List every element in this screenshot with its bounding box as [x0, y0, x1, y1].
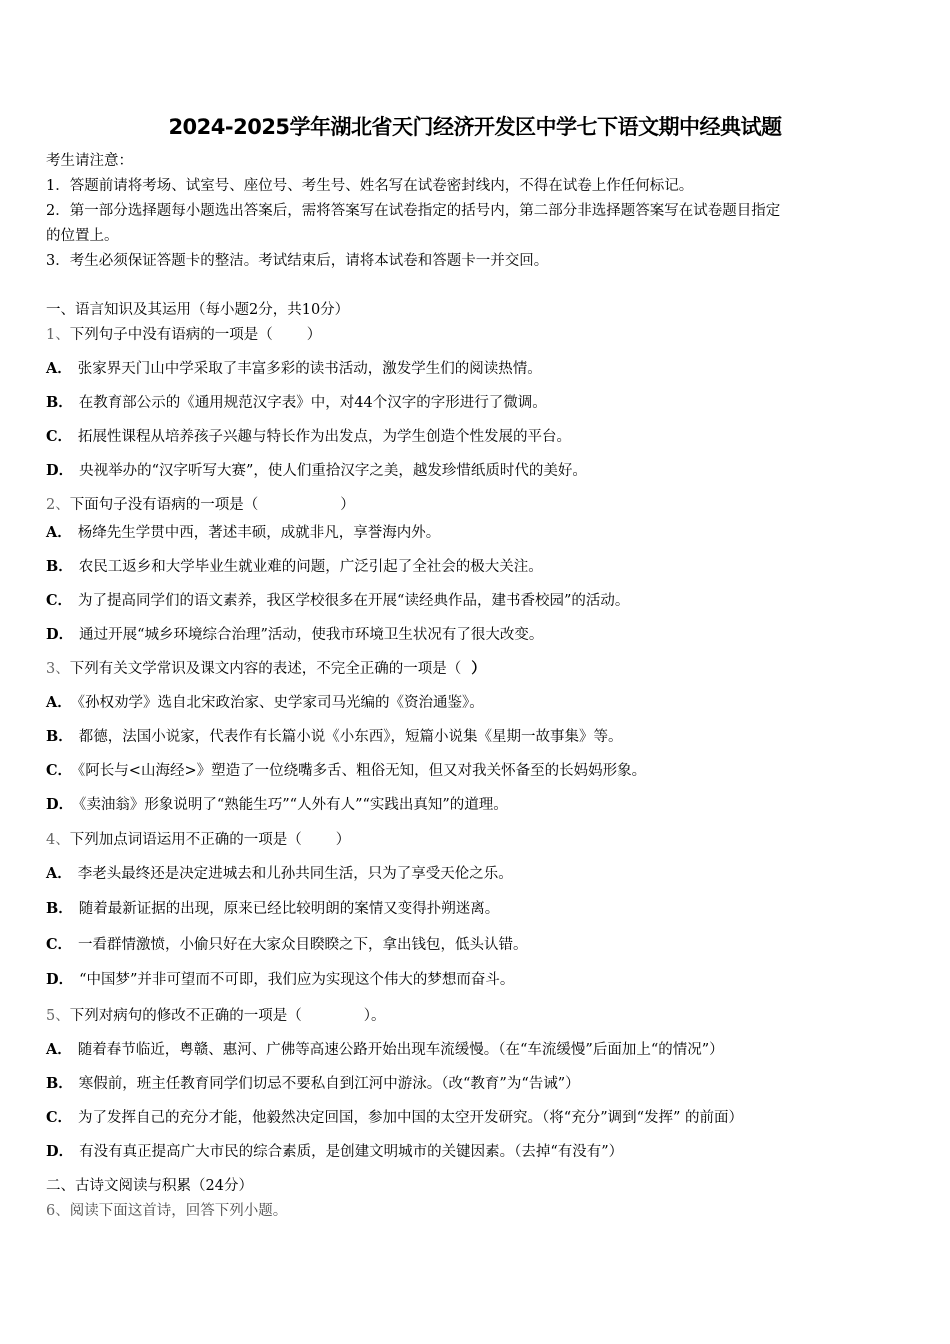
option-letter: B． [46, 558, 73, 575]
option-letter: D． [46, 626, 74, 643]
question-2-option-d [46, 625, 543, 645]
option-letter: B． [46, 900, 73, 917]
option-letter: A． [46, 360, 72, 377]
option-text: 拓展性课程从培养孩子兴趣与特长作为出发点，为学生创造个性发展的平台。 [78, 429, 572, 445]
option-letter: A． [46, 524, 72, 541]
question-number: 1、 [46, 327, 70, 343]
option-letter: C． [46, 428, 73, 445]
question-5-option-d [46, 1142, 623, 1162]
question-text: 下列加点词语运用不正确的一项是（ [69, 832, 302, 848]
option-text: 寒假前，班主任教育同学们切忌不要私自到江河中游泳。（改“教育”为“告诫”） [78, 1076, 580, 1092]
page-title: 2024-2025学年湖北省天门经济开发区中学七下语文期中经典试题 [168, 115, 782, 139]
question-number: 5、 [46, 1008, 70, 1024]
option-letter: C． [46, 936, 73, 953]
option-letter: D． [46, 462, 74, 479]
section-heading-1: 一、语言知识及其运用（每小题2分，共10分） [46, 302, 350, 318]
question-4-option-d [46, 970, 514, 990]
question-3-option-a [46, 693, 484, 713]
question-2-option-b [46, 557, 543, 577]
option-text: 杨绛先生学贯中西，著述丰硕，成就非凡，享誉海内外。 [77, 525, 441, 541]
option-letter: D． [46, 796, 74, 813]
question-number: 4、 [46, 832, 70, 848]
option-text: 央视举办的“汉字听写大赛”，使人们重拾汉字之美，越发珍惜纸质时代的美好。 [79, 463, 587, 479]
option-text: 通过开展“城乡环境综合治理”活动，使我市环境卫生状况有了很大改变。 [79, 627, 544, 643]
option-text: 张家界天门山中学采取了丰富多彩的读书活动，激发学生们的阅读热情。 [77, 361, 542, 377]
question-2-stem [46, 495, 355, 515]
option-letter: A． [46, 865, 72, 882]
option-letter: D． [46, 971, 74, 988]
option-letter: C． [46, 762, 73, 779]
question-number: 3、 [46, 661, 70, 677]
notice-item-3: 3．考生必须保证答题卡的整洁。考试结束后，请将本试卷和答题卡一并交回。 [46, 253, 549, 269]
question-1-option-b [46, 393, 547, 413]
option-text: 随着最新证据的出现，原来已经比较明朗的案情又变得扑朔迷离。 [78, 901, 500, 917]
question-3-stem [46, 659, 486, 679]
notice-heading: 考生请注意： [46, 153, 133, 169]
option-letter: B． [46, 1075, 73, 1092]
option-letter: B． [46, 728, 73, 745]
question-text: 下列对病句的修改不正确的一项是（ [69, 1008, 302, 1024]
option-letter: C． [46, 1109, 73, 1126]
question-close: ） [306, 327, 322, 343]
question-close: ） [471, 660, 486, 677]
option-text: 都德，法国小说家，代表作有长篇小说《小东西》，短篇小说集《星期一故事集》等。 [78, 729, 623, 745]
question-1-option-d [46, 461, 587, 481]
option-text: 有没有真正提高广大市民的综合素质，是创建文明城市的关键因素。（去掉“有没有”） [79, 1144, 624, 1160]
question-6-stem [46, 1201, 287, 1221]
notice-item-2: 2．第一部分选择题每小题选出答案后，需将答案写在试卷指定的括号内，第二部分非选择题答案写在试卷题目指定 [46, 203, 781, 219]
option-letter: B． [46, 394, 73, 411]
question-4-option-a [46, 864, 513, 884]
option-text: “中国梦”并非可望而不可即，我们应为实现这个伟大的梦想而奋斗。 [79, 972, 515, 988]
question-close: ） [340, 497, 355, 513]
question-2-option-a [46, 523, 440, 543]
notice-item-2-cont: 的位置上。 [46, 228, 119, 244]
notice-item-1: 1．答题前请将考场、试室号、座位号、考生号、姓名写在试卷密封线内，不得在试卷上作任何标记。 [46, 178, 694, 194]
question-3-option-b [46, 727, 623, 747]
question-1-stem [46, 325, 321, 345]
question-number: 6、 [46, 1203, 70, 1219]
option-text: 《卖油翁》形象说明了“熟能生巧”“人外有人”“实践出真知”的道理。 [79, 797, 508, 813]
option-text: 《孙权劝学》选自北宋政治家、史学家司马光编的《资治通鉴》。 [77, 695, 484, 711]
option-text: 为了提高同学们的语文素养，我区学校很多在开展“读经典作品，建书香校园”的活动。 [78, 593, 630, 609]
question-3-option-d [46, 795, 508, 815]
question-1-option-c [46, 427, 571, 447]
option-letter: A． [46, 1041, 72, 1058]
option-letter: D． [46, 1143, 74, 1160]
question-5-option-b [46, 1074, 580, 1094]
question-text: 下列句子中没有语病的一项是（ [69, 327, 273, 343]
question-3-option-c [46, 761, 646, 781]
question-5-option-c [46, 1108, 743, 1128]
option-text: 一看群情激愤，小偷只好在大家众目睽睽之下，拿出钱包，低头认错。 [78, 937, 528, 953]
question-4-option-c [46, 935, 528, 955]
option-text: 随着春节临近，粤赣、惠河、广佛等高速公路开始出现车流缓慢。（在“车流缓慢”后面加上“的情况”） [77, 1042, 724, 1058]
question-5-stem [46, 1006, 385, 1026]
question-text: 阅读下面这首诗，回答下列小题。 [69, 1203, 288, 1219]
option-text: 在教育部公示的《通用规范汉字表》中，对44个汉字的字形进行了微调。 [78, 395, 547, 411]
option-letter: C． [46, 592, 73, 609]
question-close: ） [335, 832, 351, 848]
question-text: 下面句子没有语病的一项是（ [69, 497, 259, 513]
question-1-option-a [46, 359, 542, 379]
option-letter: A． [46, 694, 72, 711]
option-text: 为了发挥自己的充分才能，他毅然决定回国，参加中国的太空开发研究。（将“充分”调到“发挥” 的前面） [78, 1110, 744, 1126]
question-number: 2、 [46, 497, 70, 513]
section-heading-2: 二、古诗文阅读与积累（24分） [46, 1178, 253, 1194]
option-text: 李老头最终还是决定进城去和儿孙共同生活，只为了享受天伦之乐。 [77, 866, 513, 882]
question-2-option-c [46, 591, 629, 611]
option-text: 《阿长与<山海经>》塑造了一位绕嘴多舌、粗俗无知，但又对我关怀备至的长妈妈形象。 [78, 763, 647, 779]
question-5-option-a [46, 1040, 724, 1060]
question-4-option-b [46, 899, 499, 919]
question-4-stem [46, 830, 350, 850]
option-text: 农民工返乡和大学毕业生就业难的问题，广泛引起了全社会的极大关注。 [78, 559, 543, 575]
question-close: ）。 [363, 1008, 386, 1024]
question-text: 下列有关文学常识及课文内容的表述，不完全正确的一项是（ [69, 661, 462, 677]
